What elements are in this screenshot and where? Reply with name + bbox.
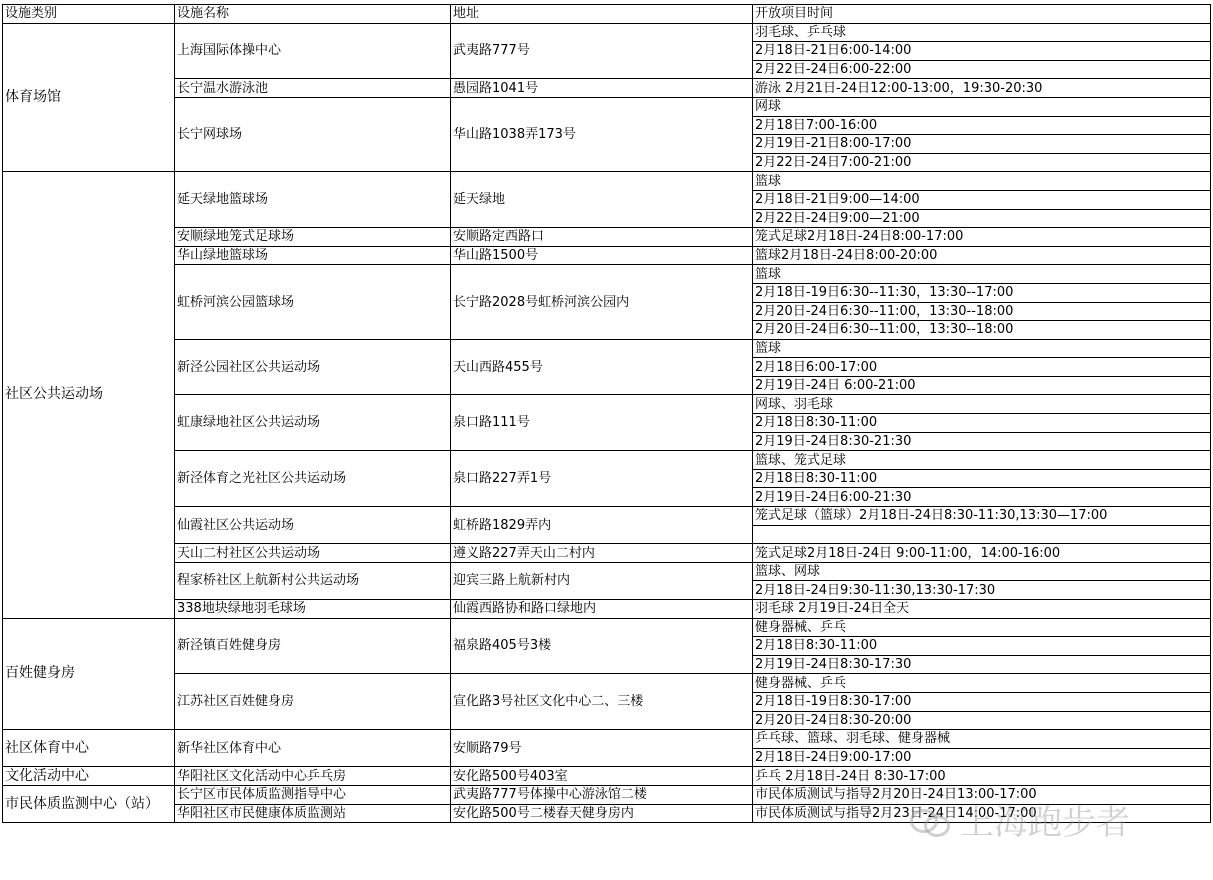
time-cell: 羽毛球 2月19日-24日全天 bbox=[753, 600, 1211, 619]
watermark-text: 上海跑步者 bbox=[960, 803, 1130, 843]
facility-name: 延天绿地篮球场 bbox=[175, 172, 451, 228]
time-cell: 2月18日-21日6:00-14:00 bbox=[753, 42, 1211, 61]
time-cell: 篮球 bbox=[753, 265, 1211, 284]
facility-address: 武夷路777号 bbox=[451, 23, 753, 79]
facility-address: 遵义路227弄天山二村内 bbox=[451, 544, 753, 563]
time-cell: 2月18日-24日9:30-11:30,13:30-17:30 bbox=[753, 581, 1211, 600]
time-cell: 2月19日-24日8:30-21:30 bbox=[753, 432, 1211, 451]
time-cell: 2月20日-24日6:30--11:00，13:30--18:00 bbox=[753, 302, 1211, 321]
facility-name: 新泾镇百姓健身房 bbox=[175, 618, 451, 674]
facility-address: 福泉路405号3楼 bbox=[451, 618, 753, 674]
category-cell: 社区体育中心 bbox=[3, 730, 175, 767]
time-cell: 2月18日8:30-11:00 bbox=[753, 414, 1211, 433]
facility-name: 华阳社区市民健康体质监测站 bbox=[175, 804, 451, 823]
facility-name: 新泾体育之光社区公共运动场 bbox=[175, 451, 451, 507]
facility-address: 泉口路111号 bbox=[451, 395, 753, 451]
time-cell: 2月19日-24日6:00-21:30 bbox=[753, 488, 1211, 507]
facility-address: 安顺路定西路口 bbox=[451, 228, 753, 247]
table-row bbox=[3, 23, 1211, 42]
time-cell: 2月18日-24日9:00-17:00 bbox=[753, 748, 1211, 767]
facility-name: 长宁网球场 bbox=[175, 97, 451, 171]
facility-address: 迎宾三路上航新村内 bbox=[451, 562, 753, 599]
facility-address: 华山路1500号 bbox=[451, 246, 753, 265]
facility-name: 虹桥河滨公园篮球场 bbox=[175, 265, 451, 339]
table-row bbox=[3, 767, 1211, 786]
table-row bbox=[3, 730, 1211, 749]
time-cell: 笼式足球2月18日-24日 9:00-11:00，14:00-16:00 bbox=[753, 544, 1211, 563]
header-times: 开放项目时间 bbox=[753, 5, 1211, 24]
time-cell: 健身器械、乒乓 bbox=[753, 674, 1211, 693]
facility-address: 武夷路777号体操中心游泳馆二楼 bbox=[451, 785, 753, 804]
category-cell: 百姓健身房 bbox=[3, 618, 175, 730]
table-header-row bbox=[3, 5, 1211, 24]
facility-name: 程家桥社区上航新村公共运动场 bbox=[175, 562, 451, 599]
time-cell: 2月18日-21日9:00—14:00 bbox=[753, 190, 1211, 209]
time-cell: 2月18日7:00-16:00 bbox=[753, 116, 1211, 135]
time-cell: 篮球2月18日-24日8:00-20:00 bbox=[753, 246, 1211, 265]
facility-address: 延天绿地 bbox=[451, 172, 753, 228]
time-cell: 笼式足球2月18日-24日8:00-17:00 bbox=[753, 228, 1211, 247]
table-row bbox=[3, 172, 1211, 191]
time-cell: 2月22日-24日7:00-21:00 bbox=[753, 153, 1211, 172]
time-cell: 网球 bbox=[753, 97, 1211, 116]
time-cell bbox=[753, 525, 1211, 544]
facility-address: 安顺路79号 bbox=[451, 730, 753, 767]
time-cell: 游泳 2月21日-24日12:00-13:00，19:30-20:30 bbox=[753, 79, 1211, 98]
category-cell: 体育场馆 bbox=[3, 23, 175, 172]
time-cell: 乒乓 2月18日-24日 8:30-17:00 bbox=[753, 767, 1211, 786]
table-row bbox=[3, 97, 1211, 116]
facility-name: 仙霞社区公共运动场 bbox=[175, 507, 451, 544]
facility-name: 华阳社区文化活动中心乒乓房 bbox=[175, 767, 451, 786]
facility-table bbox=[2, 4, 1211, 823]
time-cell: 2月18日-19日8:30-17:00 bbox=[753, 692, 1211, 711]
time-cell: 市民体质测试与指导2月20日-24日13:00-17:00 bbox=[753, 785, 1211, 804]
time-cell: 羽毛球、乒乓球 bbox=[753, 23, 1211, 42]
facility-name: 新泾公园社区公共运动场 bbox=[175, 339, 451, 395]
header-name: 设施名称 bbox=[175, 5, 451, 24]
table-row bbox=[3, 228, 1211, 247]
table-row bbox=[3, 79, 1211, 98]
facility-address: 泉口路227弄1号 bbox=[451, 451, 753, 507]
table-row bbox=[3, 339, 1211, 358]
facility-address: 天山西路455号 bbox=[451, 339, 753, 395]
time-cell: 笼式足球（篮球）2月18日-24日8:30-11:30,13:30—17:00 bbox=[753, 507, 1211, 526]
watermark bbox=[910, 795, 1130, 844]
facility-address: 宣化路3号社区文化中心二、三楼 bbox=[451, 674, 753, 730]
facility-address: 愚园路1041号 bbox=[451, 79, 753, 98]
table-row bbox=[3, 618, 1211, 637]
table-row bbox=[3, 395, 1211, 414]
facility-name: 上海国际体操中心 bbox=[175, 23, 451, 79]
facility-name: 江苏社区百姓健身房 bbox=[175, 674, 451, 730]
table-row bbox=[3, 674, 1211, 693]
facility-address: 仙霞西路协和路口绿地内 bbox=[451, 600, 753, 619]
facility-address: 安化路500号二楼春天健身房内 bbox=[451, 804, 753, 823]
facility-name: 长宁温水游泳池 bbox=[175, 79, 451, 98]
time-cell: 篮球 bbox=[753, 339, 1211, 358]
facility-name: 虹康绿地社区公共运动场 bbox=[175, 395, 451, 451]
facility-name: 华山绿地篮球场 bbox=[175, 246, 451, 265]
time-cell: 2月19日-24日8:30-17:30 bbox=[753, 655, 1211, 674]
time-cell: 乒乓球、篮球、羽毛球、健身器械 bbox=[753, 730, 1211, 749]
time-cell: 篮球、网球 bbox=[753, 562, 1211, 581]
wechat-logo-icon bbox=[910, 803, 950, 837]
category-cell: 社区公共运动场 bbox=[3, 172, 175, 618]
time-cell: 健身器械、乒乓 bbox=[753, 618, 1211, 637]
facility-address: 安化路500号403室 bbox=[451, 767, 753, 786]
time-cell: 2月20日-24日6:30--11:00，13:30--18:00 bbox=[753, 321, 1211, 340]
facility-name: 长宁区市民体质监测指导中心 bbox=[175, 785, 451, 804]
table-row bbox=[3, 600, 1211, 619]
facility-address: 华山路1038弄173号 bbox=[451, 97, 753, 171]
facility-name: 338地块绿地羽毛球场 bbox=[175, 600, 451, 619]
table-row bbox=[3, 246, 1211, 265]
facility-name: 新华社区体育中心 bbox=[175, 730, 451, 767]
facility-name: 天山二村社区公共运动场 bbox=[175, 544, 451, 563]
facility-name: 安顺绿地笼式足球场 bbox=[175, 228, 451, 247]
time-cell: 2月18日-19日6:30--11:30，13:30--17:00 bbox=[753, 283, 1211, 302]
category-cell: 市民体质监测中心（站） bbox=[3, 785, 175, 822]
time-cell: 2月22日-24日6:00-22:00 bbox=[753, 60, 1211, 79]
time-cell: 篮球、笼式足球 bbox=[753, 451, 1211, 470]
time-cell: 2月18日8:30-11:00 bbox=[753, 637, 1211, 656]
table-row bbox=[3, 451, 1211, 470]
time-cell: 网球、羽毛球 bbox=[753, 395, 1211, 414]
time-cell: 2月22日-24日9:00—21:00 bbox=[753, 209, 1211, 228]
time-cell: 2月20日-24日8:30-20:00 bbox=[753, 711, 1211, 730]
time-cell: 篮球 bbox=[753, 172, 1211, 191]
table-row bbox=[3, 265, 1211, 284]
time-cell: 市民体质测试与指导2月23日-24日14:00-17:00 bbox=[753, 804, 1211, 823]
table-row bbox=[3, 507, 1211, 526]
header-address: 地址 bbox=[451, 5, 753, 24]
header-category: 设施类别 bbox=[3, 5, 175, 24]
time-cell: 2月19日-24日 6:00-21:00 bbox=[753, 376, 1211, 395]
table-row bbox=[3, 544, 1211, 563]
category-cell: 文化活动中心 bbox=[3, 767, 175, 786]
table-row bbox=[3, 562, 1211, 581]
time-cell: 2月18日8:30-11:00 bbox=[753, 469, 1211, 488]
time-cell: 2月18日6:00-17:00 bbox=[753, 358, 1211, 377]
facility-address: 虹桥路1829弄内 bbox=[451, 507, 753, 544]
facility-address: 长宁路2028号虹桥河滨公园内 bbox=[451, 265, 753, 339]
time-cell: 2月19日-21日8:00-17:00 bbox=[753, 135, 1211, 154]
